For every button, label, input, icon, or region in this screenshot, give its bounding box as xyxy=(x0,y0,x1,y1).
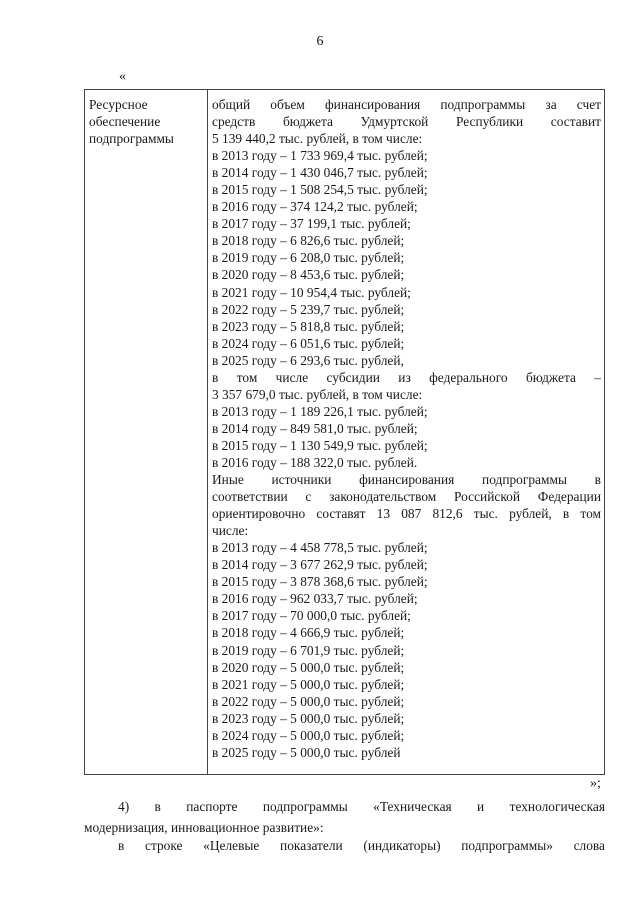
funding-line: в 2023 году – 5 000,0 тыс. рублей; xyxy=(212,710,405,726)
funding-line: ориентировочно составят 13 087 812,6 тыс. рублей, в том xyxy=(212,506,601,522)
funding-line: в 2016 году – 962 033,7 тыс. рублей; xyxy=(212,591,418,607)
funding-line: в 2020 году – 5 000,0 тыс. рублей; xyxy=(212,659,405,675)
funding-line: в 2023 году – 5 818,8 тыс. рублей; xyxy=(212,318,405,334)
paragraph-line: в строке «Целевые показатели (индикаторы) подпрограммы» слова xyxy=(118,838,605,853)
paragraph-line: модернизация, инновационное развитие»: xyxy=(84,820,324,835)
funding-line: в 2022 году – 5 000,0 тыс. рублей; xyxy=(212,693,405,709)
row-label-cell xyxy=(89,96,204,147)
funding-line: числе: xyxy=(212,523,249,539)
funding-line: в 2021 году – 10 954,4 тыс. рублей; xyxy=(212,284,411,300)
funding-line: в 2015 году – 1 508 254,5 тыс. рублей; xyxy=(212,182,428,198)
resource-table xyxy=(84,89,605,775)
funding-line: в 2016 году – 188 322,0 тыс. рублей. xyxy=(212,454,418,470)
funding-line: общий объем финансирования подпрограммы за счет xyxy=(212,97,601,112)
funding-line: в 2013 году – 1 733 969,4 тыс. рублей; xyxy=(212,148,428,164)
funding-line: в 2024 году – 5 000,0 тыс. рублей; xyxy=(212,727,405,743)
funding-line: в 2017 году – 70 000,0 тыс. рублей; xyxy=(212,608,411,624)
funding-line: в 2017 году – 37 199,1 тыс. рублей; xyxy=(212,216,411,232)
funding-line: соответствии с законодательством Российской Федерации xyxy=(212,489,601,505)
funding-line: в 2019 году – 6 701,9 тыс. рублей; xyxy=(212,642,405,658)
funding-line: средств бюджета Удмуртской Республики составит xyxy=(212,114,601,130)
funding-line: в 2015 году – 3 878 368,6 тыс. рублей; xyxy=(212,574,428,590)
row-label-line: подпрограммы xyxy=(89,131,174,146)
row-label-line: обеспечение xyxy=(89,114,161,129)
funding-line: в 2024 году – 6 051,6 тыс. рублей; xyxy=(212,335,405,351)
funding-line: в 2016 году – 374 124,2 тыс. рублей; xyxy=(212,199,418,215)
funding-line: в том числе субсидии из федерального бюджета – xyxy=(212,369,601,385)
funding-line: в 2018 году – 4 666,9 тыс. рублей; xyxy=(212,625,405,641)
funding-line: в 2020 году – 8 453,6 тыс. рублей; xyxy=(212,267,405,283)
funding-line: в 2015 году – 1 130 549,9 тыс. рублей; xyxy=(212,437,428,453)
amendment-paragraph-4 xyxy=(84,796,605,838)
funding-line: в 2013 году – 4 458 778,5 тыс. рублей; xyxy=(212,540,428,556)
page-number: 6 xyxy=(316,34,324,49)
row-label-line: Ресурсное xyxy=(89,97,148,112)
closing-quote: »; xyxy=(590,776,601,791)
funding-line: в 2025 году – 6 293,6 тыс. рублей, xyxy=(212,352,404,368)
funding-line: в 2025 году – 5 000,0 тыс. рублей xyxy=(212,744,401,760)
row-content-cell xyxy=(212,96,601,761)
funding-line: в 2018 году – 6 826,6 тыс. рублей; xyxy=(212,233,405,249)
funding-line: Иные источники финансирования подпрограммы в xyxy=(212,472,601,488)
funding-line: в 2014 году – 1 430 046,7 тыс. рублей; xyxy=(212,165,428,181)
column-divider xyxy=(207,90,208,774)
amendment-paragraph-continued xyxy=(84,835,605,856)
paragraph-line: 4) в паспорте подпрограммы «Техническая и технологическая xyxy=(118,799,605,814)
funding-line: 3 357 679,0 тыс. рублей, в том числе: xyxy=(212,386,423,402)
funding-line: в 2014 году – 849 581,0 тыс. рублей; xyxy=(212,420,418,436)
funding-line: в 2021 году – 5 000,0 тыс. рублей; xyxy=(212,676,405,692)
opening-quote: « xyxy=(119,69,126,84)
funding-line: 5 139 440,2 тыс. рублей, в том числе: xyxy=(212,131,423,147)
funding-line: в 2022 году – 5 239,7 тыс. рублей; xyxy=(212,301,405,317)
funding-line: в 2019 году – 6 208,0 тыс. рублей; xyxy=(212,250,405,266)
funding-line: в 2014 году – 3 677 262,9 тыс. рублей; xyxy=(212,557,428,573)
funding-line: в 2013 году – 1 189 226,1 тыс. рублей; xyxy=(212,403,428,419)
